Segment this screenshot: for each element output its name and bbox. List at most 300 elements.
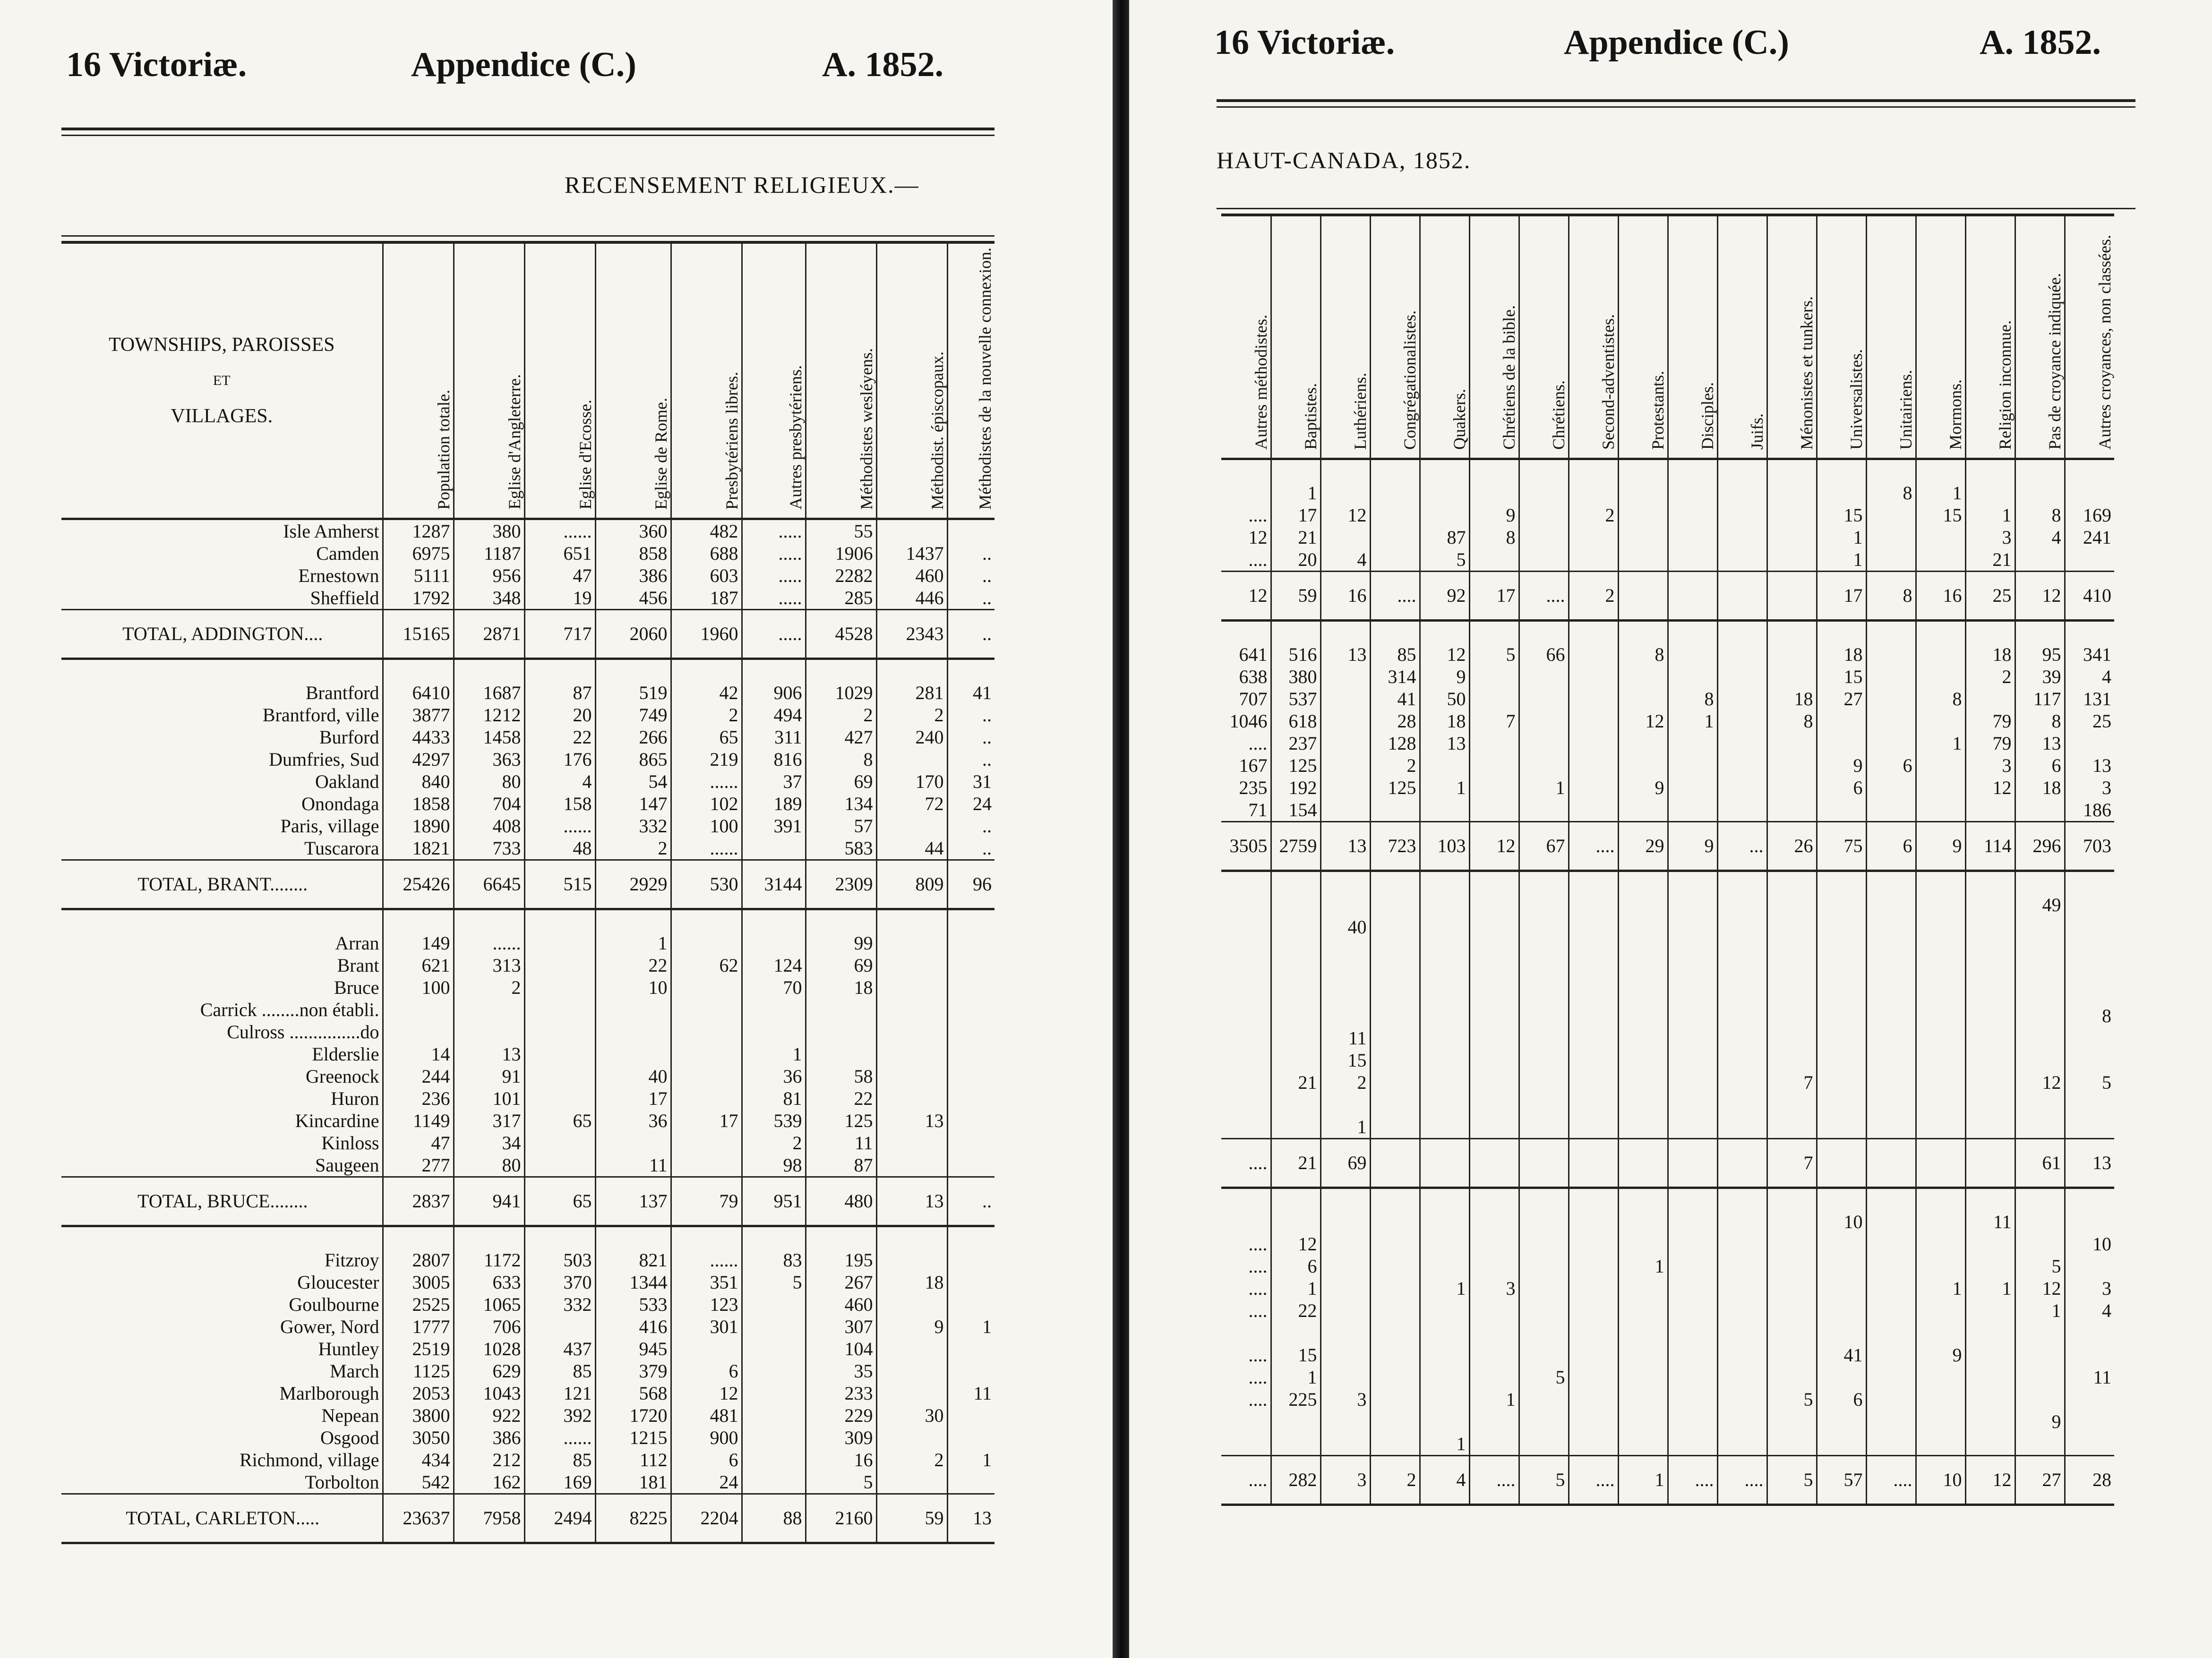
table-cell: 22 (806, 1087, 876, 1110)
table-cell (1420, 960, 1469, 983)
total-cell: 2204 (671, 1494, 742, 1543)
table-cell (1668, 504, 1717, 526)
spacer-cell (1221, 621, 1271, 644)
spacer-cell (806, 1226, 876, 1249)
table-cell: 266 (595, 726, 671, 748)
table-cell: 651 (524, 542, 595, 564)
column-header-label: Baptistes. (1301, 383, 1320, 450)
table-row (61, 587, 995, 610)
table-cell (1221, 1049, 1271, 1071)
total-cell: 25 (1965, 572, 2015, 621)
row-label: Gower, Nord (280, 1316, 379, 1337)
table-row (61, 542, 995, 564)
table-cell (1618, 1094, 1668, 1116)
table-cell: 8 (1916, 688, 1965, 710)
total-cell: .... (1668, 1456, 1717, 1505)
total-cell: 3 (1320, 1456, 1370, 1505)
table-cell (947, 1132, 995, 1154)
row-label: Ernestown (298, 564, 379, 586)
column-header (947, 242, 995, 519)
spacer-cell (1965, 871, 2015, 894)
total-label: TOTAL, CARLETON..... (61, 1494, 383, 1543)
table-cell: 12 (2015, 1071, 2065, 1094)
table-cell: 2519 (383, 1338, 454, 1360)
total-cell: 2 (1370, 1456, 1420, 1505)
table-cell (1618, 1027, 1668, 1049)
table-row (61, 748, 995, 770)
column-header (742, 242, 806, 519)
spacer-cell (454, 658, 524, 682)
table-cell (1618, 1005, 1668, 1027)
table-cell (1519, 983, 1569, 1005)
table-cell (2065, 482, 2114, 504)
table-cell (1420, 1211, 1469, 1233)
spacer-cell (1618, 1188, 1668, 1211)
table-row (61, 954, 995, 976)
table-cell: 149 (383, 932, 454, 954)
table-cell (1817, 1366, 1866, 1388)
column-header (524, 242, 595, 519)
row-label: Richmond, village (239, 1449, 379, 1470)
table-cell (1717, 1277, 1767, 1299)
table-cell (1519, 1005, 1569, 1027)
total-cell: 2837 (383, 1177, 454, 1226)
table-cell: 85 (524, 1360, 595, 1382)
table-row (61, 1316, 995, 1338)
total-cell: 2060 (595, 609, 671, 658)
table-cell (1370, 1071, 1420, 1094)
spacer-cell (383, 909, 454, 932)
column-header (1717, 215, 1767, 459)
table-cell: 85 (524, 1449, 595, 1471)
total-cell: 703 (2065, 822, 2114, 871)
total-cell (1569, 1139, 1618, 1188)
table-cell: 2 (876, 704, 947, 726)
table-cell (1965, 916, 2015, 938)
table-cell: 360 (595, 519, 671, 542)
table-cell (742, 999, 806, 1021)
total-label: TOTAL, ADDINGTON.... (61, 609, 383, 658)
table-cell: ...... (671, 770, 742, 793)
table-cell (1866, 1233, 1916, 1255)
table-cell: 13 (2015, 732, 2065, 754)
table-cell: 123 (671, 1293, 742, 1316)
table-cell: 2 (454, 976, 524, 999)
table-cell (1817, 710, 1866, 732)
spacer-cell (1817, 871, 1866, 894)
table-cell (1767, 1277, 1817, 1299)
table-cell (595, 1043, 671, 1065)
table-cell: 35 (806, 1360, 876, 1382)
table-cell: 158 (524, 793, 595, 815)
table-cell: 3 (2065, 777, 2114, 799)
table-cell (1767, 732, 1817, 754)
table-cell (1717, 799, 1767, 822)
table-cell: 8 (1866, 482, 1916, 504)
table-cell: 87 (806, 1154, 876, 1177)
column-header (2065, 215, 2114, 459)
table-cell (1271, 1094, 1320, 1116)
total-row (1221, 1456, 2114, 1505)
table-cell: 40 (595, 1065, 671, 1087)
spacer-cell (1519, 1188, 1569, 1211)
table-cell (2015, 1366, 2065, 1388)
table-cell (1866, 983, 1916, 1005)
column-header-label: Disciples. (1698, 382, 1717, 450)
table-cell: .. (947, 726, 995, 748)
table-cell (1618, 1433, 1668, 1456)
table-cell (1866, 1005, 1916, 1027)
table-cell (1370, 1344, 1420, 1366)
spacer-cell (1717, 621, 1767, 644)
total-cell: 61 (2015, 1139, 2065, 1188)
table-cell (1519, 1116, 1569, 1139)
table-cell (1320, 1255, 1370, 1277)
spacer-cell (1569, 871, 1618, 894)
table-cell: ...... (524, 1427, 595, 1449)
table-row (1221, 548, 2114, 572)
table-cell: 58 (806, 1065, 876, 1087)
table-cell: .. (947, 748, 995, 770)
table-cell (1916, 938, 1965, 960)
table-cell (1717, 1027, 1767, 1049)
table-cell (1866, 1433, 1916, 1456)
table-cell: 233 (806, 1382, 876, 1404)
table-cell (1320, 1366, 1370, 1388)
group-spacer (61, 1226, 995, 1249)
total-cell: 515 (524, 860, 595, 909)
table-cell: 1287 (383, 519, 454, 542)
table-cell (806, 1043, 876, 1065)
table-cell: 5111 (383, 564, 454, 587)
table-cell: 539 (742, 1110, 806, 1132)
table-cell: 8 (806, 748, 876, 770)
total-cell: 717 (524, 609, 595, 658)
column-header-label: Chrétiens. (1549, 380, 1568, 450)
table-cell: 2 (806, 704, 876, 726)
spacer-cell (1271, 459, 1320, 482)
spacer-cell (1916, 1188, 1965, 1211)
table-cell: 147 (595, 793, 671, 815)
spacer-cell (1420, 459, 1469, 482)
table-row (1221, 1094, 2114, 1116)
table-cell: 18 (1965, 643, 2015, 666)
table-cell: 18 (876, 1271, 947, 1293)
table-cell: 1821 (383, 837, 454, 860)
table-cell (1916, 666, 1965, 688)
table-cell: 537 (1271, 688, 1320, 710)
table-cell (1569, 916, 1618, 938)
table-cell: 392 (524, 1404, 595, 1427)
table-cell (1569, 1005, 1618, 1027)
table-cell (1717, 1005, 1767, 1027)
table-cell: 21 (1271, 1071, 1320, 1094)
table-cell: 11 (1320, 1027, 1370, 1049)
table-cell: 603 (671, 564, 742, 587)
table-cell: ..... (742, 519, 806, 542)
table-cell (1916, 1233, 1965, 1255)
table-cell (2065, 548, 2114, 572)
table-row (1221, 1255, 2114, 1277)
table-cell (947, 1249, 995, 1271)
column-header (1618, 215, 1668, 459)
spacer-cell (1916, 621, 1965, 644)
table-cell (1569, 1094, 1618, 1116)
table-cell (1469, 983, 1519, 1005)
table-cell: 446 (876, 587, 947, 610)
table-cell (1767, 1116, 1817, 1139)
table-cell (1469, 1211, 1519, 1233)
table-cell: .. (947, 587, 995, 610)
total-cell: 723 (1370, 822, 1420, 871)
table-cell (1320, 1005, 1370, 1027)
column-header-label: Chrétiens de la bible. (1499, 305, 1518, 450)
table-cell (1618, 1344, 1668, 1366)
column-header (876, 242, 947, 519)
spacer-cell (2015, 1188, 2065, 1211)
table-cell (1717, 960, 1767, 983)
table-cell: 12 (671, 1382, 742, 1404)
table-cell (742, 932, 806, 954)
table-cell (1866, 1344, 1916, 1366)
table-cell: 3 (1965, 754, 2015, 777)
spacer-cell (1519, 459, 1569, 482)
column-header (1569, 215, 1618, 459)
table-cell: 18 (1767, 688, 1817, 710)
table-cell (1916, 960, 1965, 983)
table-cell (1916, 548, 1965, 572)
table-cell (2015, 482, 2065, 504)
table-cell (1469, 1094, 1519, 1116)
total-cell: ..... (742, 609, 806, 658)
page-header-left: 16 Victoriæ. (66, 45, 247, 84)
table-cell (671, 999, 742, 1021)
table-cell (1965, 1233, 2015, 1255)
table-cell: 20 (524, 704, 595, 726)
table-cell (1569, 482, 1618, 504)
total-cell: 5 (1519, 1456, 1569, 1505)
census-table-right (1221, 214, 2114, 1506)
table-cell (1866, 1277, 1916, 1299)
total-cell: 410 (2065, 572, 2114, 621)
table-cell (1569, 1299, 1618, 1322)
table-cell (671, 1043, 742, 1065)
row-label: March (330, 1360, 379, 1382)
spacer-cell (671, 909, 742, 932)
table-cell (947, 999, 995, 1021)
table-cell: 416 (595, 1316, 671, 1338)
table-cell: .... (1248, 733, 1268, 754)
table-cell (1519, 916, 1569, 938)
spacer-cell (876, 909, 947, 932)
table-cell (742, 1293, 806, 1316)
table-cell (1767, 1410, 1817, 1433)
table-cell: 380 (1271, 666, 1320, 688)
table-cell: 1 (1519, 777, 1569, 799)
spacer-cell (1668, 459, 1717, 482)
column-header (1668, 215, 1717, 459)
table-cell: 87 (524, 682, 595, 704)
spacer-cell (1320, 621, 1370, 644)
table-cell: 641 (1239, 644, 1268, 665)
spacer-cell (1668, 621, 1717, 644)
table-cell: 277 (383, 1154, 454, 1177)
table-cell (2015, 1027, 2065, 1049)
spacer-cell (1916, 459, 1965, 482)
table-cell: 1065 (454, 1293, 524, 1316)
table-cell (383, 1021, 454, 1043)
table-cell: 3 (1965, 526, 2015, 548)
table-cell (1320, 732, 1370, 754)
table-cell: 162 (454, 1471, 524, 1494)
row-label: Dumfries, Sud (269, 748, 379, 770)
table-cell: 6 (2015, 754, 2065, 777)
table-cell: 9 (876, 1316, 947, 1338)
table-row (1221, 983, 2114, 1005)
total-cell: .... (1221, 1456, 1271, 1505)
table-cell: 351 (671, 1271, 742, 1293)
table-cell (1618, 894, 1668, 916)
row-label: Arran (335, 932, 379, 954)
total-cell: 2494 (524, 1494, 595, 1543)
table-row (1221, 732, 2114, 754)
table-cell (1618, 1366, 1668, 1388)
table-cell (1519, 688, 1569, 710)
table-cell (1817, 960, 1866, 983)
column-header-label: Ménonistes et tunkers. (1797, 296, 1816, 450)
table-cell (1965, 1388, 2015, 1410)
table-cell: 460 (806, 1293, 876, 1316)
total-cell: 7958 (454, 1494, 524, 1543)
table-cell: 47 (383, 1132, 454, 1154)
total-label: TOTAL, BRANT........ (61, 860, 383, 909)
total-cell (1618, 1139, 1668, 1188)
table-cell (1469, 1299, 1519, 1322)
row-label: Paris, village (280, 815, 379, 837)
table-cell: 6 (1866, 754, 1916, 777)
table-cell (1668, 1071, 1717, 1094)
table-cell (1767, 1211, 1817, 1233)
spacer-cell (1866, 621, 1916, 644)
table-cell: 3 (2065, 1277, 2114, 1299)
table-cell (1569, 960, 1618, 983)
table-cell (947, 1338, 995, 1360)
section-title: RECENSEMENT RELIGIEUX.— (565, 171, 919, 198)
table-cell (1717, 938, 1767, 960)
table-row (61, 1065, 995, 1087)
table-cell: 313 (454, 954, 524, 976)
table-cell (1866, 643, 1916, 666)
total-cell (1668, 1139, 1717, 1188)
table-cell (1221, 1027, 1271, 1049)
table-cell: 169 (2065, 504, 2114, 526)
row-label: Tuscarora (304, 837, 379, 859)
table-cell (1320, 526, 1370, 548)
table-cell: 3050 (383, 1427, 454, 1449)
table-cell (1370, 1094, 1420, 1116)
table-cell (1866, 1299, 1916, 1322)
table-cell: 749 (595, 704, 671, 726)
table-cell: 20 (1271, 548, 1320, 572)
table-cell: 1043 (454, 1382, 524, 1404)
table-cell: 2 (671, 704, 742, 726)
table-cell: 309 (806, 1427, 876, 1449)
table-cell (1370, 938, 1420, 960)
table-cell: 21 (1965, 548, 2015, 572)
table-cell (1469, 960, 1519, 983)
group-spacer (1221, 621, 2114, 644)
column-header-label: Méthodistes wesléyens. (857, 348, 876, 510)
total-cell: 2929 (595, 860, 671, 909)
table-cell (1668, 482, 1717, 504)
total-cell: 2871 (454, 609, 524, 658)
table-cell (1618, 1071, 1668, 1094)
table-cell: 816 (742, 748, 806, 770)
table-cell (1668, 643, 1717, 666)
table-cell (1618, 1211, 1668, 1233)
page-header-center: Appendice (C.) (1564, 23, 1789, 62)
table-cell: 494 (742, 704, 806, 726)
table-cell: 8 (2015, 504, 2065, 526)
table-cell (1916, 526, 1965, 548)
row-label: Kinloss (321, 1132, 379, 1154)
table-cell (2015, 1211, 2065, 1233)
total-cell (1717, 1139, 1767, 1188)
table-cell: 17 (595, 1087, 671, 1110)
table-cell (1767, 894, 1817, 916)
table-cell (1866, 777, 1916, 799)
table-cell: 19 (524, 587, 595, 610)
row-label: Brant (337, 954, 379, 976)
total-cell (1370, 1139, 1420, 1188)
total-cell (1767, 572, 1817, 621)
spacer-cell (383, 658, 454, 682)
spacer-cell (1370, 871, 1420, 894)
table-cell (1320, 1433, 1370, 1456)
table-cell (1221, 1116, 1271, 1139)
table-cell (1519, 710, 1569, 732)
table-cell: 8 (1767, 710, 1817, 732)
table-cell (1519, 960, 1569, 983)
table-cell (1866, 1116, 1916, 1139)
table-cell (1469, 732, 1519, 754)
table-cell (1916, 1366, 1965, 1388)
spacer-cell (1271, 871, 1320, 894)
table-cell: 47 (524, 564, 595, 587)
table-cell (1965, 1049, 2015, 1071)
table-cell (1420, 1116, 1469, 1139)
table-cell (947, 1404, 995, 1427)
table-cell: 2 (1569, 504, 1618, 526)
table-cell: 4433 (383, 726, 454, 748)
table-row (1221, 1388, 2114, 1410)
table-cell (2015, 1005, 2065, 1027)
table-cell: 87 (1420, 526, 1469, 548)
total-cell: 2 (1569, 572, 1618, 621)
spacer-cell (1469, 621, 1519, 644)
spacer-cell (1271, 621, 1320, 644)
table-cell (1221, 1433, 1271, 1456)
table-cell (1965, 688, 2015, 710)
table-cell (1221, 894, 1271, 916)
table-cell (1569, 1049, 1618, 1071)
table-cell: 922 (454, 1404, 524, 1427)
table-cell: 307 (806, 1316, 876, 1338)
table-cell (524, 1316, 595, 1338)
total-cell: 3505 (1221, 822, 1271, 871)
table-cell (806, 999, 876, 1021)
table-cell (1569, 1322, 1618, 1344)
